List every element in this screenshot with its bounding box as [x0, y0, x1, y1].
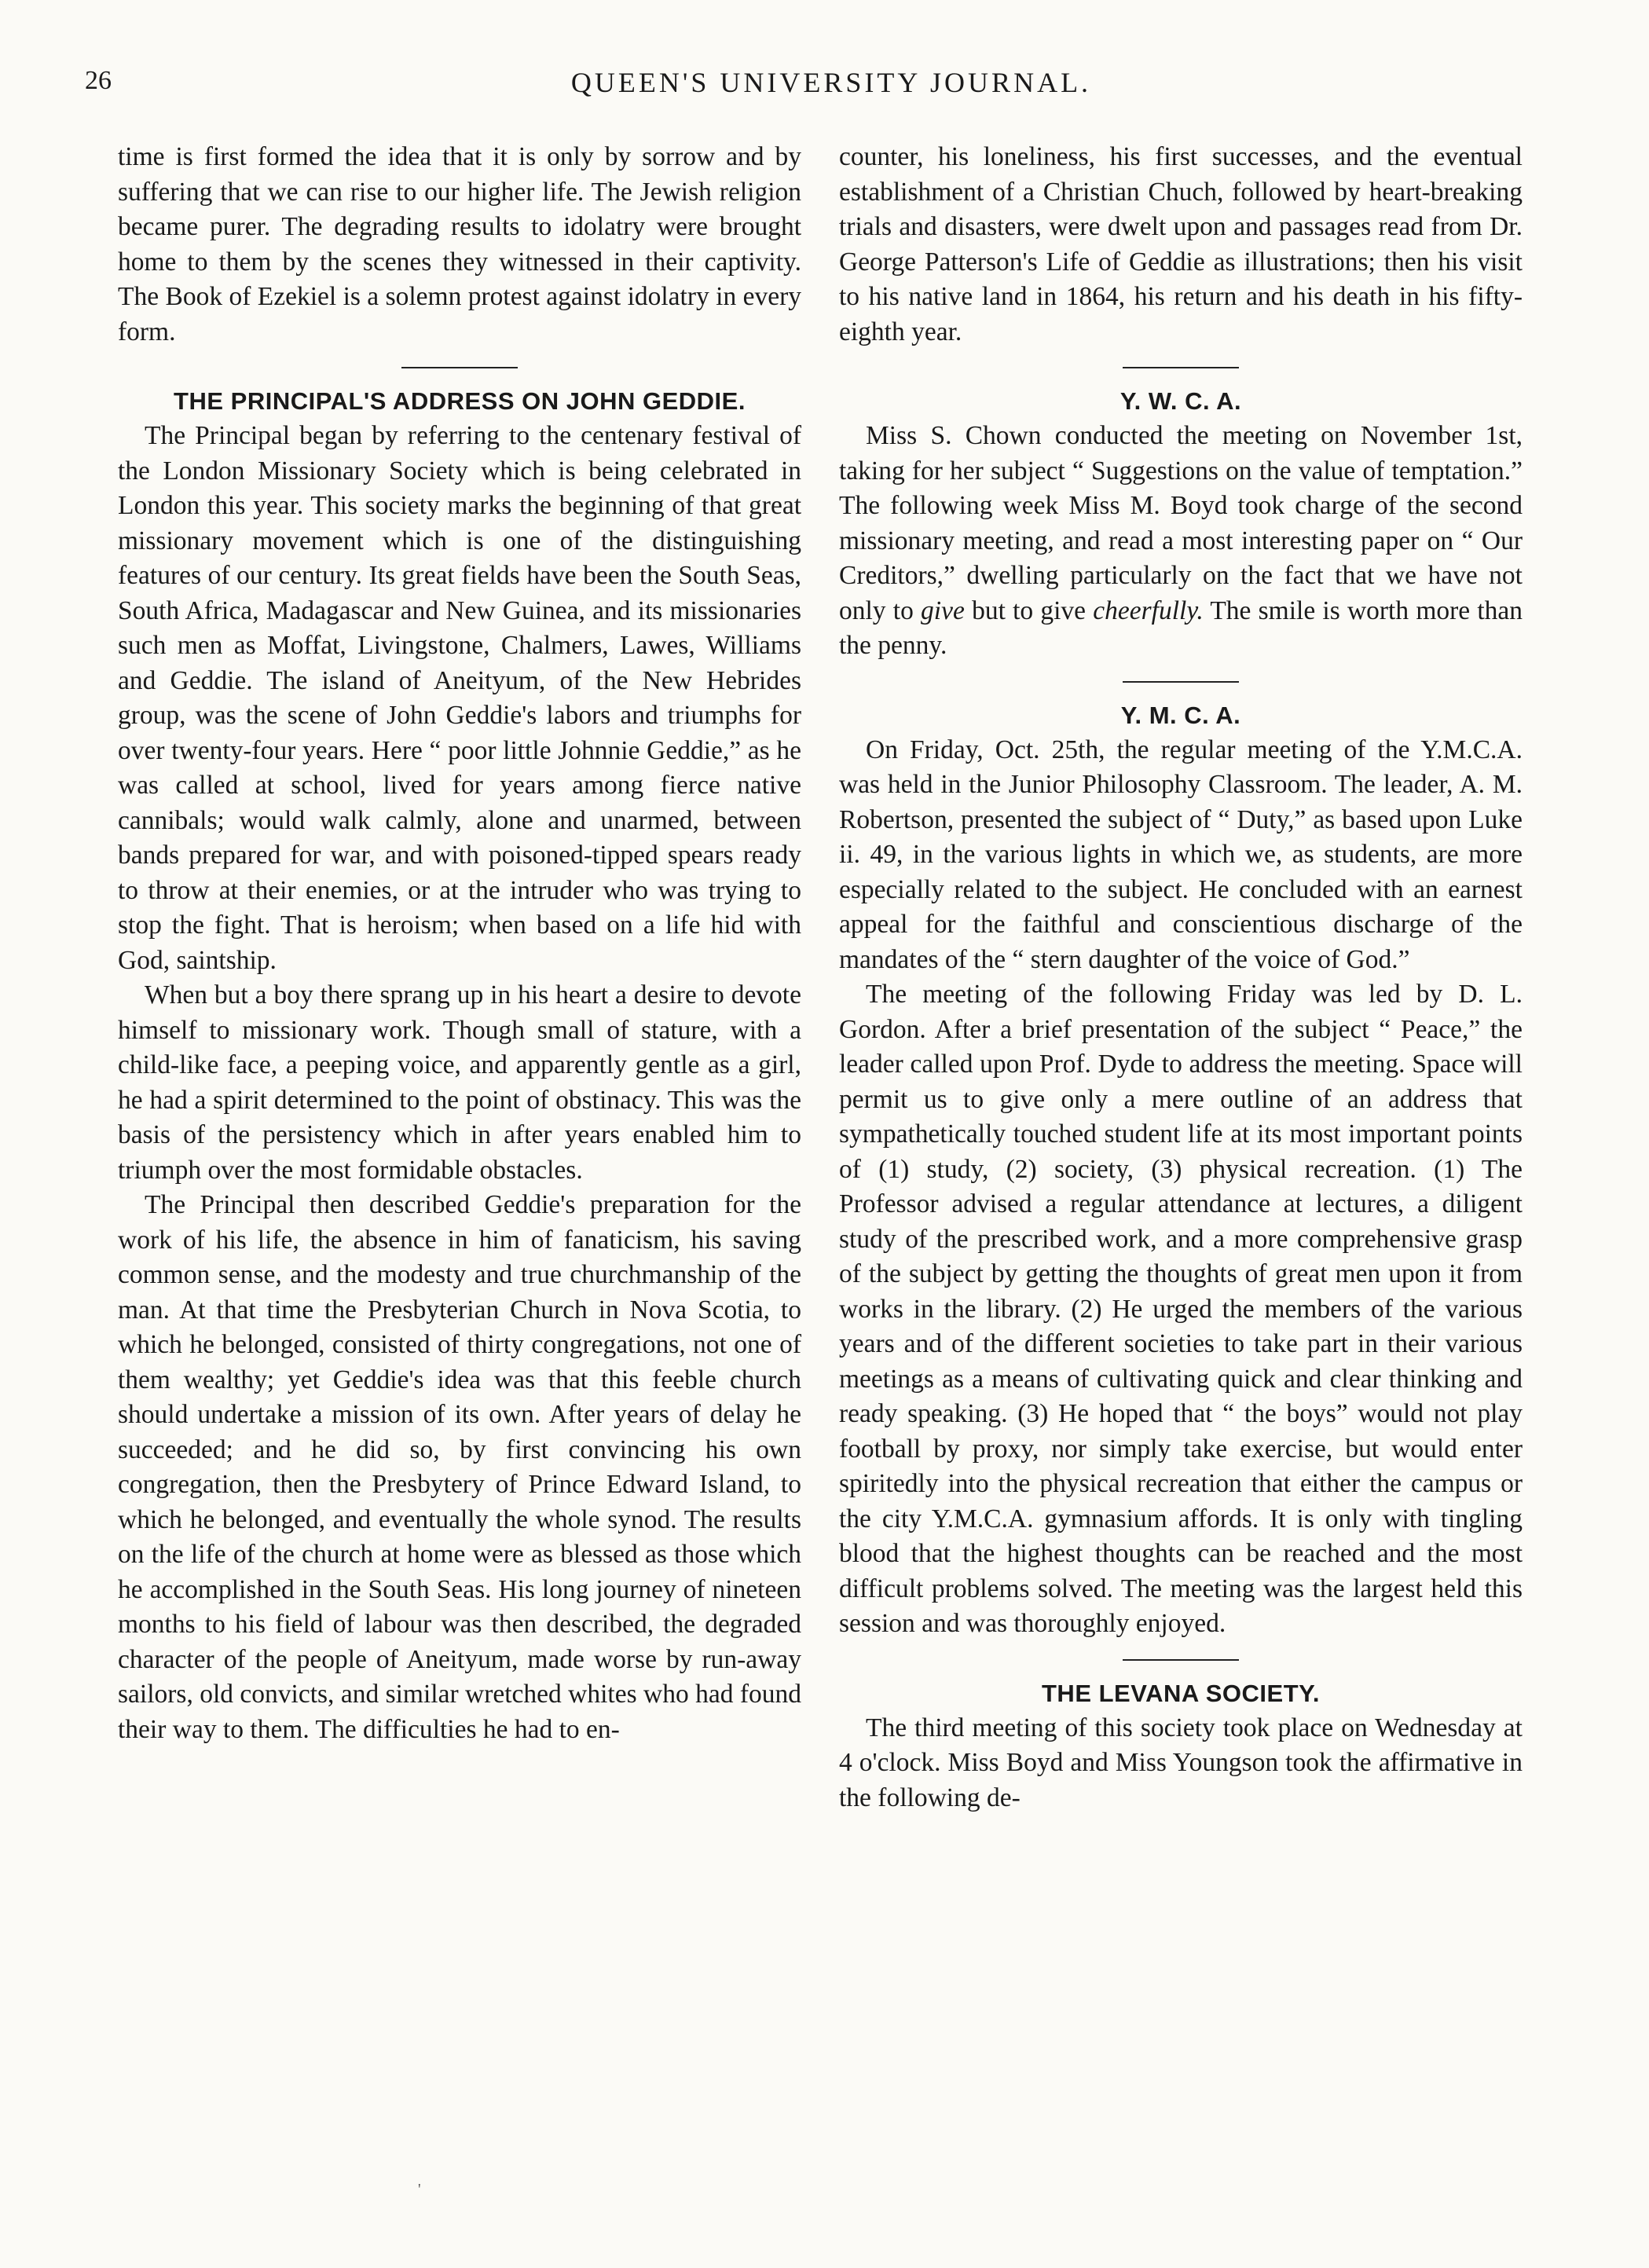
page-number: 26: [85, 66, 112, 95]
ymca-paragraph: The meeting of the following Friday was led by D. L. Gordon. After a brief presentation of the subject “ Peace,” the leader called upon Prof. Dyde to address the meeting. Space will permit us to give only a mere outline of an address that sympathetically touched student life at its most important points of (1) study, (2) society, (3) physical recreation. (1) The Professor advised a regular attendance at lectures, a diligent study of the prescribed work, and a more comprehensive grasp of the subject by getting the thoughts of great men upon it from works in the library. (2) He urged the members of the various years and of the different societies to take part in their various meetings as a means of cultivating quick and clear thinking and ready speaking. (3) He hoped that “ the boys” would not play football by proxy, nor simply take exercise, but would enter spiritedly into the physical recreation that either the campus or the city Y.M.C.A. gymnasium affords. It is only with tingling blood that the highest thoughts can be reached and the most difficult problems solved. The meeting was the largest held this session and was thoroughly enjoyed.: [839, 980, 1523, 1638]
article-paragraph: The Principal began by referring to the centenary festival of the London Missionary Society which is being celebrated in London this year. This society marks the beginning of that great missionary movement which is one of the distinguishing features of our century. Its great fields have been the South Seas, South Africa, Madagascar and New Guinea, and its missionaries such men as Moffat, Livingstone, Chalmers, Lawes, Williams and Geddie. The island of Aneityum, of the New Hebrides group, was the scene of John Geddie's labors and triumphs for over twenty-four years. Here “ poor little Johnnie Geddie,” as he was called at school, lived for years among fierce native cannibals; would walk calmly, alone and unarmed, between bands prepared for war, and with poisoned-tipped spears ready to throw at their enemies, or at the intruder who was trying to stop the fight. That is heroism; when based on a life hid with God, saintship.: [118, 421, 801, 975]
section-title-levana: THE LEVANA SOCIETY.: [1042, 1679, 1320, 1707]
right-column: [839, 140, 1523, 1815]
section-title-ywca: Y. W. C. A.: [1119, 387, 1242, 415]
ywca-paragraph: [839, 419, 1523, 664]
journal-title: QUEEN'S UNIVERSITY JOURNAL.: [570, 67, 1092, 98]
ywca-emphasis-give: give: [921, 595, 965, 625]
section-divider: [1123, 681, 1239, 683]
levana-paragraph: The third meeting of this society took place on Wednesday at 4 o'clock. Miss Boyd and Miss Youngson took the affirmative in the following de-: [839, 1713, 1523, 1812]
section-divider: [1123, 1659, 1239, 1661]
ymca-paragraph: On Friday, Oct. 25th, the regular meeting of the Y.M.C.A. was held in the Junior Philosophy Classroom. The leader, A. M. Robertson, presented the subject of “ Duty,” as based upon Luke ii. 49, in the various lights in which we, as students, are more especially related to the subject. He concluded with an earnest appeal for the faithful and conscientious discharge of the mandates of the “ stern daughter of the voice of God.”: [839, 735, 1523, 974]
article-paragraph: When but a boy there sprang up in his heart a desire to devote himself to missionary work. Though small of stature, with a child-like face, a peeping voice, and apparently gentle as a girl, he had a spirit determined to the point of obstinacy. This was the basis of the persistency which in after years enabled him to triumph over the most formidable obstacles.: [118, 980, 801, 1185]
page-header: [85, 66, 1578, 113]
footer-mark: ': [418, 2181, 421, 2198]
left-column: [118, 140, 801, 1747]
ywca-text-tail: The smile is worth more than the penny.: [839, 595, 1523, 660]
section-divider: [1123, 367, 1239, 368]
intro-paragraph: time is first formed the idea that it is only by sorrow and by suffering that we can rise to our higher life. The Jewish religion became purer. The degrading results to idolatry were brought home to them by the scenes they witnessed in their captivity. The Book of Ezekiel is a solemn protest against idolatry in every form.: [118, 142, 801, 346]
article-paragraph: The Principal then described Geddie's preparation for the work of his life, the absence in him of fanaticism, his saving common sense, and the modesty and true churchmanship of the man. At that time the Presbyterian Church in Nova Scotia, to which he belonged, consisted of thirty congregations, not one of them wealthy; yet Geddie's idea was that this feeble church should undertake a mission of its own. After years of delay he succeeded; and he did so, by first convincing his own congregation, then the Presbytery of Prince Edward Island, to which he belonged, and eventually the whole synod. The results on the life of the church at home were as blessed as those which he accomplished in the South Seas. His long journey of nineteen months to his field of labour was then described, the degraded character of the people of Aneityum, made worse by run-away sailors, old convicts, and similar wretched whites who had found their way to them. The difficulties he had to en-: [118, 1190, 801, 1744]
ywca-text: Miss S. Chown conducted the meeting on November 1st, taking for her subject “ Suggestions on the value of temptation.” The following week Miss M. Boyd took charge of the second missionary meeting, and read a most interesting paper on “ Our Creditors,” dwelling particularly on the fact that we have not only to: [839, 421, 1523, 625]
section-divider: [401, 367, 518, 368]
continuation-paragraph: counter, his loneliness, his first successes, and the eventual establishment of a Christian Chuch, followed by heart-breaking trials and disasters, were dwelt upon and passages read from Dr. George Patterson's Life of Geddie as illustrations; then his visit to his native land in 1864, his return and his death in his fifty-eighth year.: [839, 142, 1523, 346]
section-title-principal-address: THE PRINCIPAL'S ADDRESS ON JOHN GEDDIE.: [174, 387, 746, 415]
ywca-emphasis-cheerfully: cheerfully.: [1093, 595, 1204, 625]
ywca-text-mid: but to give: [972, 595, 1087, 625]
section-title-ymca: Y. M. C. A.: [1120, 701, 1241, 729]
